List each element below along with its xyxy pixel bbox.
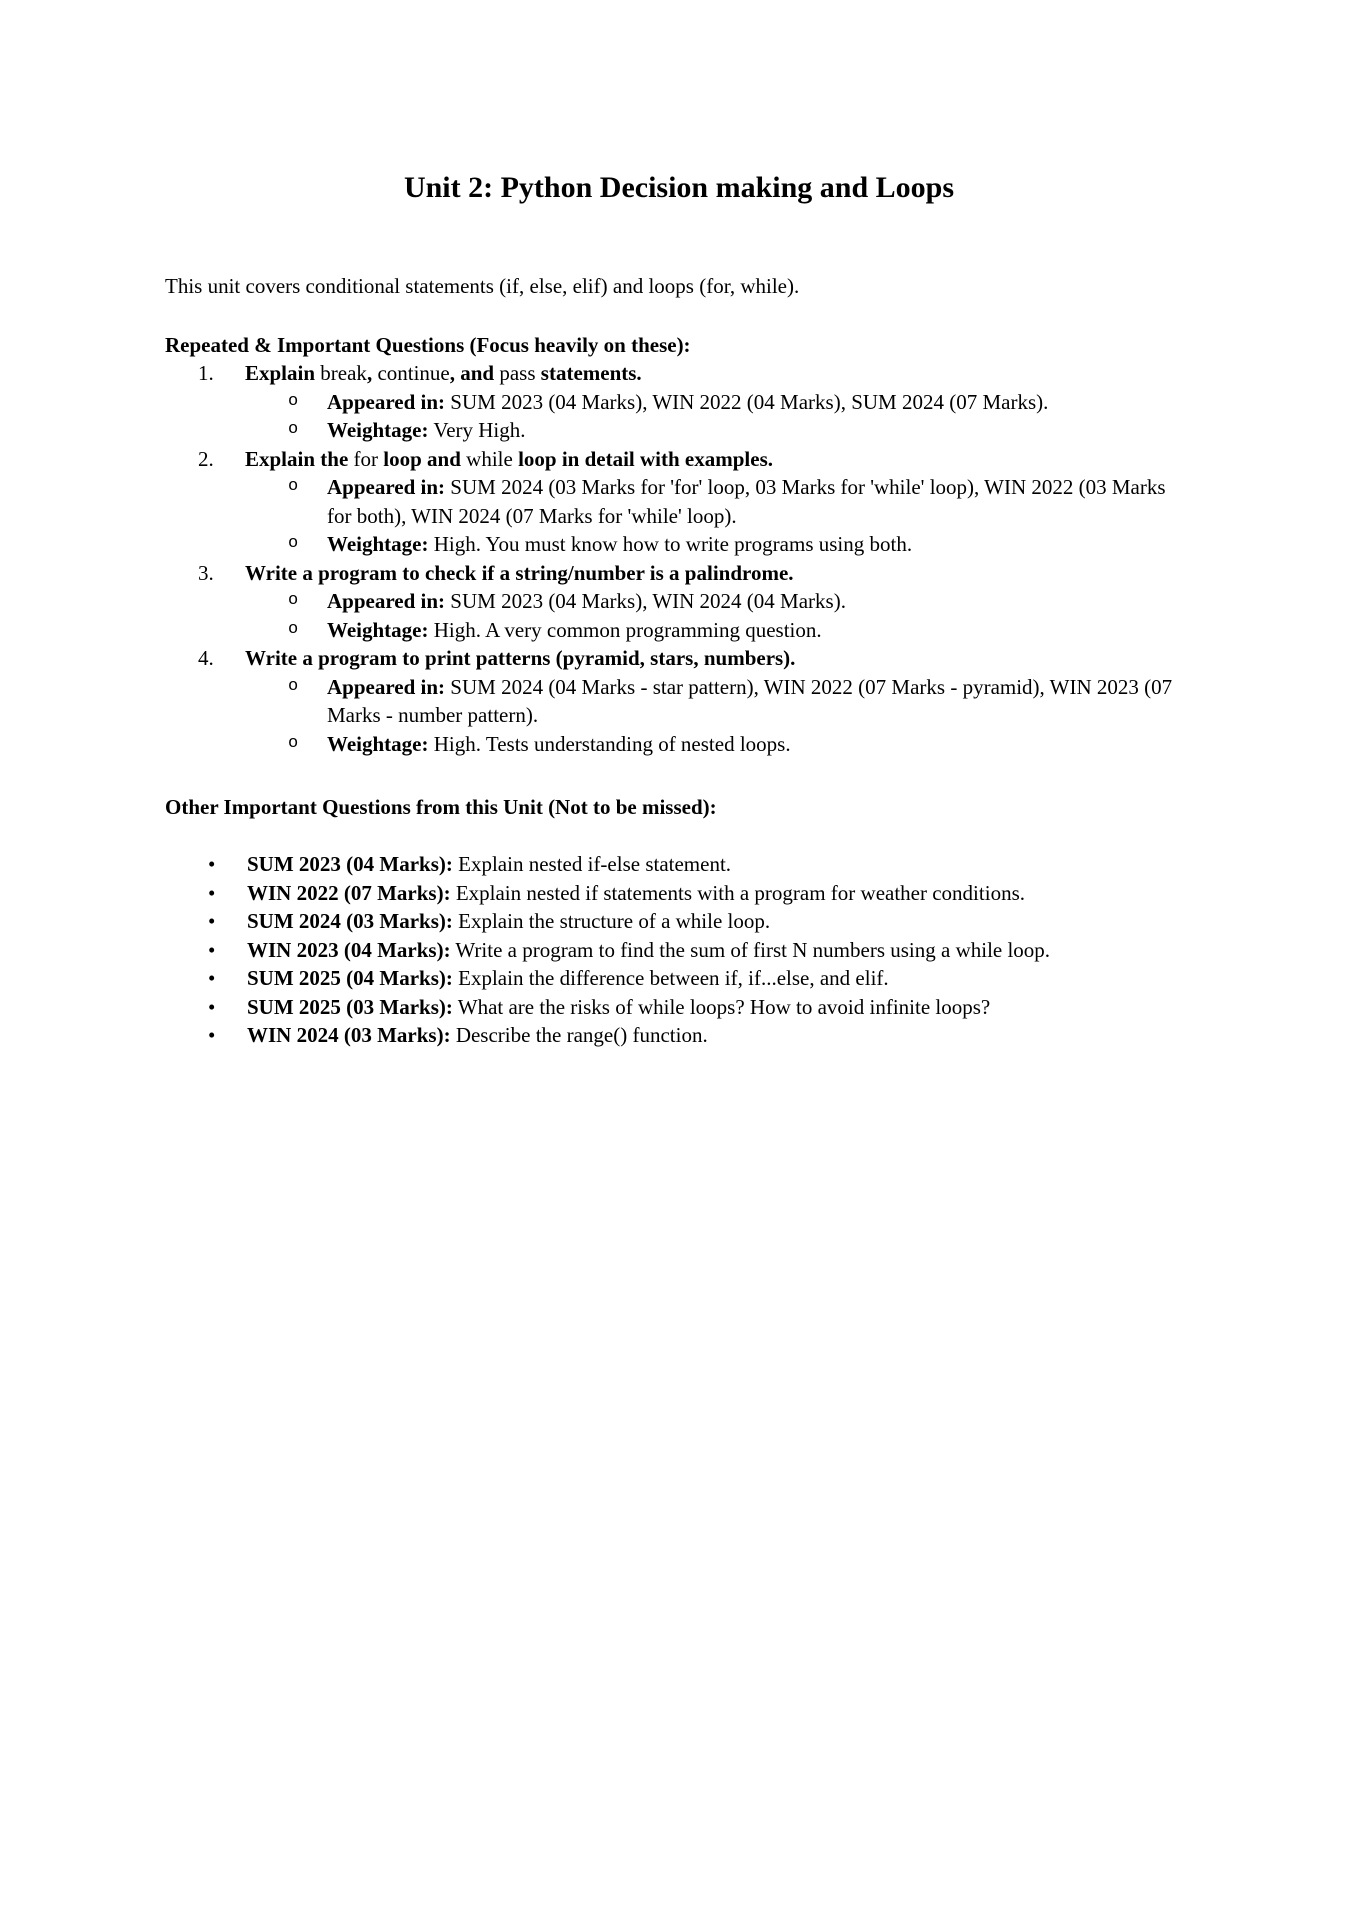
circle-bullet-marker: o xyxy=(288,391,299,411)
detail-text: SUM 2023 (04 Marks), WIN 2022 (04 Marks), SUM 2024 (07 Marks). xyxy=(445,389,1049,414)
page-title: Unit 2: Python Decision making and Loops xyxy=(403,171,955,204)
question-item-1 xyxy=(165,359,1193,388)
bullet-text: Explain nested if-else statement. xyxy=(452,852,732,876)
item-title xyxy=(245,646,795,670)
disc-bullet-marker: • xyxy=(208,852,216,876)
list-item xyxy=(165,936,1193,965)
title-segment: statements. xyxy=(540,361,642,385)
title-segment: , and xyxy=(449,361,495,385)
bullet-label: WIN 2023 (04 Marks): xyxy=(247,937,451,962)
detail-label: Appeared in: xyxy=(327,589,446,613)
bullet-label: SUM 2023 (04 Marks): xyxy=(247,852,453,876)
detail-text: SUM 2024 (03 Marks for 'for' loop, 03 Marks for 'while' loop), WIN 2022 (03 Marks for both), WIN 2024 (07 Marks for 'while' loop). xyxy=(327,475,1166,528)
detail-text: SUM 2024 (04 Marks - star pattern), WIN 2022 (07 Marks - pyramid), WIN 2023 (07 Marks - number pattern). xyxy=(327,674,1173,727)
detail-text: High. A very common programming question. xyxy=(428,617,822,642)
item-number: 2. xyxy=(198,446,214,471)
detail-label: Weightage: xyxy=(327,418,429,442)
bullet-text: Explain the structure of a while loop. xyxy=(452,909,771,933)
detail-row-weightage xyxy=(165,530,1193,559)
question-item-2 xyxy=(165,445,1193,474)
question-item-4 xyxy=(165,644,1193,673)
circle-bullet-marker: o xyxy=(288,733,299,753)
item-title xyxy=(245,361,642,385)
disc-bullet-marker: • xyxy=(208,966,216,990)
circle-bullet-marker: o xyxy=(288,619,299,639)
disc-bullet-marker: • xyxy=(208,880,216,905)
detail-row-appeared-in xyxy=(165,673,1193,730)
bullet-text: Explain nested if statements with a program for weather conditions. xyxy=(450,880,1025,905)
disc-bullet-marker: • xyxy=(208,909,216,933)
circle-bullet-marker: o xyxy=(288,534,299,553)
detail-text: High. Tests understanding of nested loops. xyxy=(428,731,791,756)
circle-bullet-marker: o xyxy=(288,591,299,610)
detail-label: Appeared in: xyxy=(327,674,446,699)
circle-bullet-marker: o xyxy=(288,477,299,496)
detail-row-weightage xyxy=(165,616,1193,645)
title-segment: , xyxy=(366,361,373,385)
list-item xyxy=(165,907,1193,936)
title-segment: while xyxy=(466,446,519,471)
bullet-text: Write a program to find the sum of first N numbers using a while loop. xyxy=(450,937,1051,962)
other-section-heading: Other Important Questions from this Unit (Not to be missed): xyxy=(165,795,717,819)
detail-row-appeared-in xyxy=(165,388,1193,417)
title-segment: continue xyxy=(372,361,450,385)
list-item xyxy=(165,1021,1193,1050)
detail-text: Very High. xyxy=(428,418,526,442)
detail-row-weightage xyxy=(165,730,1193,759)
title-segment: Write a program to print patterns (pyramid, stars, numbers). xyxy=(245,646,796,670)
title-segment: pass xyxy=(494,361,541,385)
repeated-section-heading: Repeated & Important Questions (Focus heavily on these): xyxy=(165,332,691,357)
detail-text: High. You must know how to write programs using both. xyxy=(428,532,913,556)
title-segment: for xyxy=(353,446,384,471)
circle-bullet-marker: o xyxy=(288,676,299,696)
intro-text: This unit covers conditional statements (if, else, elif) and loops (for, while). xyxy=(165,274,800,298)
detail-label: Appeared in: xyxy=(327,475,446,499)
bullet-text: Explain the difference between if, if...else, and elif. xyxy=(452,966,889,990)
title-segment: Write a program to check if a string/number is a palindrome. xyxy=(245,560,794,585)
item-title xyxy=(245,561,794,585)
title-segment: Explain the xyxy=(245,446,354,471)
title-segment: Explain xyxy=(245,361,316,385)
item-number: 4. xyxy=(198,646,214,670)
detail-row-weightage xyxy=(165,416,1193,445)
list-item xyxy=(165,964,1193,993)
detail-row-appeared-in xyxy=(165,473,1193,530)
detail-row-appeared-in xyxy=(165,587,1193,616)
list-item xyxy=(165,879,1193,908)
bullet-text: Describe the range() function. xyxy=(450,1023,708,1047)
title-segment: break xyxy=(315,361,367,385)
detail-label: Weightage: xyxy=(327,731,429,756)
item-number: 1. xyxy=(198,361,214,385)
repeated-questions-list xyxy=(165,359,1193,758)
disc-bullet-marker: • xyxy=(208,937,216,962)
bullet-label: WIN 2024 (03 Marks): xyxy=(247,1023,451,1047)
detail-label: Appeared in: xyxy=(327,389,446,414)
other-questions-list xyxy=(165,850,1193,1050)
detail-label: Weightage: xyxy=(327,617,429,642)
item-number: 3. xyxy=(198,560,214,585)
bullet-text: What are the risks of while loops? How to avoid infinite loops? xyxy=(452,994,991,1019)
bullet-label: SUM 2025 (03 Marks): xyxy=(247,994,453,1019)
disc-bullet-marker: • xyxy=(208,994,216,1019)
item-title xyxy=(245,447,773,471)
detail-label: Weightage: xyxy=(327,532,429,556)
detail-text: SUM 2023 (04 Marks), WIN 2024 (04 Marks). xyxy=(445,589,846,613)
bullet-label: SUM 2025 (04 Marks): xyxy=(247,966,453,990)
title-segment: loop in detail with examples. xyxy=(518,446,773,471)
title-segment: loop and xyxy=(383,446,467,471)
question-item-3 xyxy=(165,559,1193,588)
list-item xyxy=(165,993,1193,1022)
circle-bullet-marker: o xyxy=(288,420,299,439)
bullet-label: WIN 2022 (07 Marks): xyxy=(247,880,451,905)
list-item xyxy=(165,850,1193,879)
disc-bullet-marker: • xyxy=(208,1023,216,1047)
bullet-label: SUM 2024 (03 Marks): xyxy=(247,909,453,933)
